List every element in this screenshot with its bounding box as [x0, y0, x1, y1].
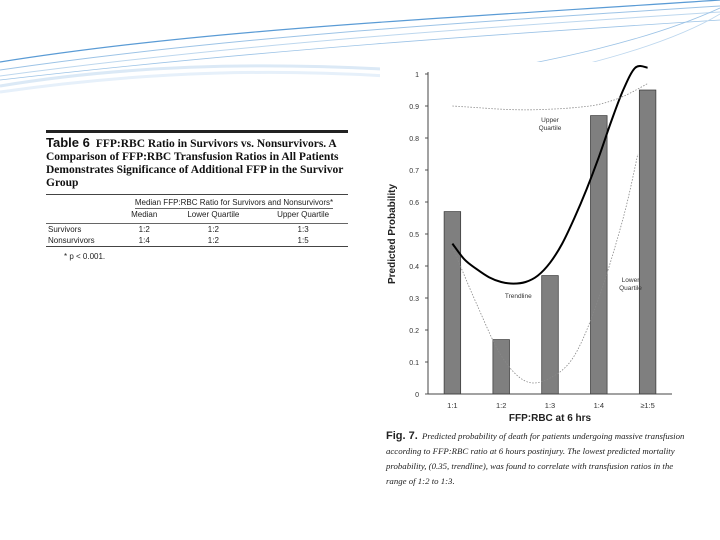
- y-tick-label: 0.1: [409, 360, 419, 367]
- ratio-table: [46, 195, 348, 246]
- table-footnote: * p < 0.001.: [64, 252, 106, 261]
- column-header: Median: [120, 209, 168, 224]
- bar: [444, 212, 461, 394]
- table-span-header: Median FFP:RBC Ratio for Survivors and Nonsurvivors*: [134, 198, 334, 207]
- x-axis-title: FFP:RBC at 6 hrs: [508, 413, 592, 424]
- y-tick-label: 0: [415, 392, 419, 399]
- y-tick-label: 0.8: [409, 136, 419, 143]
- figure-label: Fig. 7.: [386, 430, 418, 442]
- table-cell: 1:3: [297, 225, 309, 234]
- x-tick-label: ≥1:5: [640, 401, 655, 410]
- y-tick-label: 0.9: [409, 104, 419, 111]
- y-tick-label: 0.4: [409, 264, 419, 271]
- annotation-label: Trendline: [504, 293, 532, 300]
- figure-caption-text: Predicted probability of death for patients undergoing massive transfusion according to FFP:RBC ratio at 6 hours postinjury. The lowest predicted mortality probability, (0.35, trendline), was found to correlate with transfusion ratios in the range of 1:2 to 1:3.: [386, 431, 685, 486]
- table-cell: 1:2: [207, 225, 219, 234]
- annotation-label: Upper Quartile: [538, 117, 562, 132]
- table-cell: 1:5: [297, 236, 309, 245]
- y-tick-label: 0.3: [409, 296, 419, 303]
- bar: [639, 90, 656, 394]
- figure-7: [380, 62, 692, 498]
- y-axis-title: Predicted Probability: [387, 183, 398, 285]
- x-tick-label: 1:4: [593, 401, 605, 410]
- x-tick-label: 1:1: [447, 401, 458, 410]
- table-row: [46, 235, 348, 246]
- y-tick-label: 0.6: [409, 200, 419, 207]
- upper-quartile-curve: [452, 84, 647, 110]
- annotation-label: Lower Quartile: [619, 277, 642, 292]
- column-header: Lower Quartile: [168, 209, 258, 224]
- table-row: [46, 224, 348, 236]
- row-label: Survivors: [48, 225, 82, 234]
- table-title-block: [46, 133, 348, 194]
- table-title: FFP:RBC Ratio in Survivors vs. Nonsurvivors. A Comparison of FFP:RBC Transfusion Ratios in All Patients Demonstrates Significance of Additional FFP in the Survivor Group: [46, 138, 344, 189]
- probability-chart: [380, 62, 692, 427]
- table-6: [46, 130, 348, 261]
- x-tick-label: 1:3: [544, 401, 556, 410]
- bar: [542, 276, 559, 394]
- table-number: Table 6: [46, 135, 90, 150]
- y-tick-label: 0.5: [409, 232, 419, 239]
- row-label: Nonsurvivors: [48, 236, 95, 245]
- table-cell: 1:2: [138, 225, 150, 234]
- column-header: Upper Quartile: [258, 209, 348, 224]
- y-tick-label: 0.2: [409, 328, 419, 335]
- trendline-curve: [452, 66, 647, 284]
- y-tick-label: 1: [415, 72, 419, 79]
- table-cell: 1:2: [207, 236, 219, 245]
- y-tick-label: 0.7: [409, 168, 419, 175]
- figure-caption: [386, 429, 686, 489]
- table-cell: 1:4: [138, 236, 150, 245]
- x-tick-label: 1:2: [495, 401, 507, 410]
- bar: [493, 340, 510, 394]
